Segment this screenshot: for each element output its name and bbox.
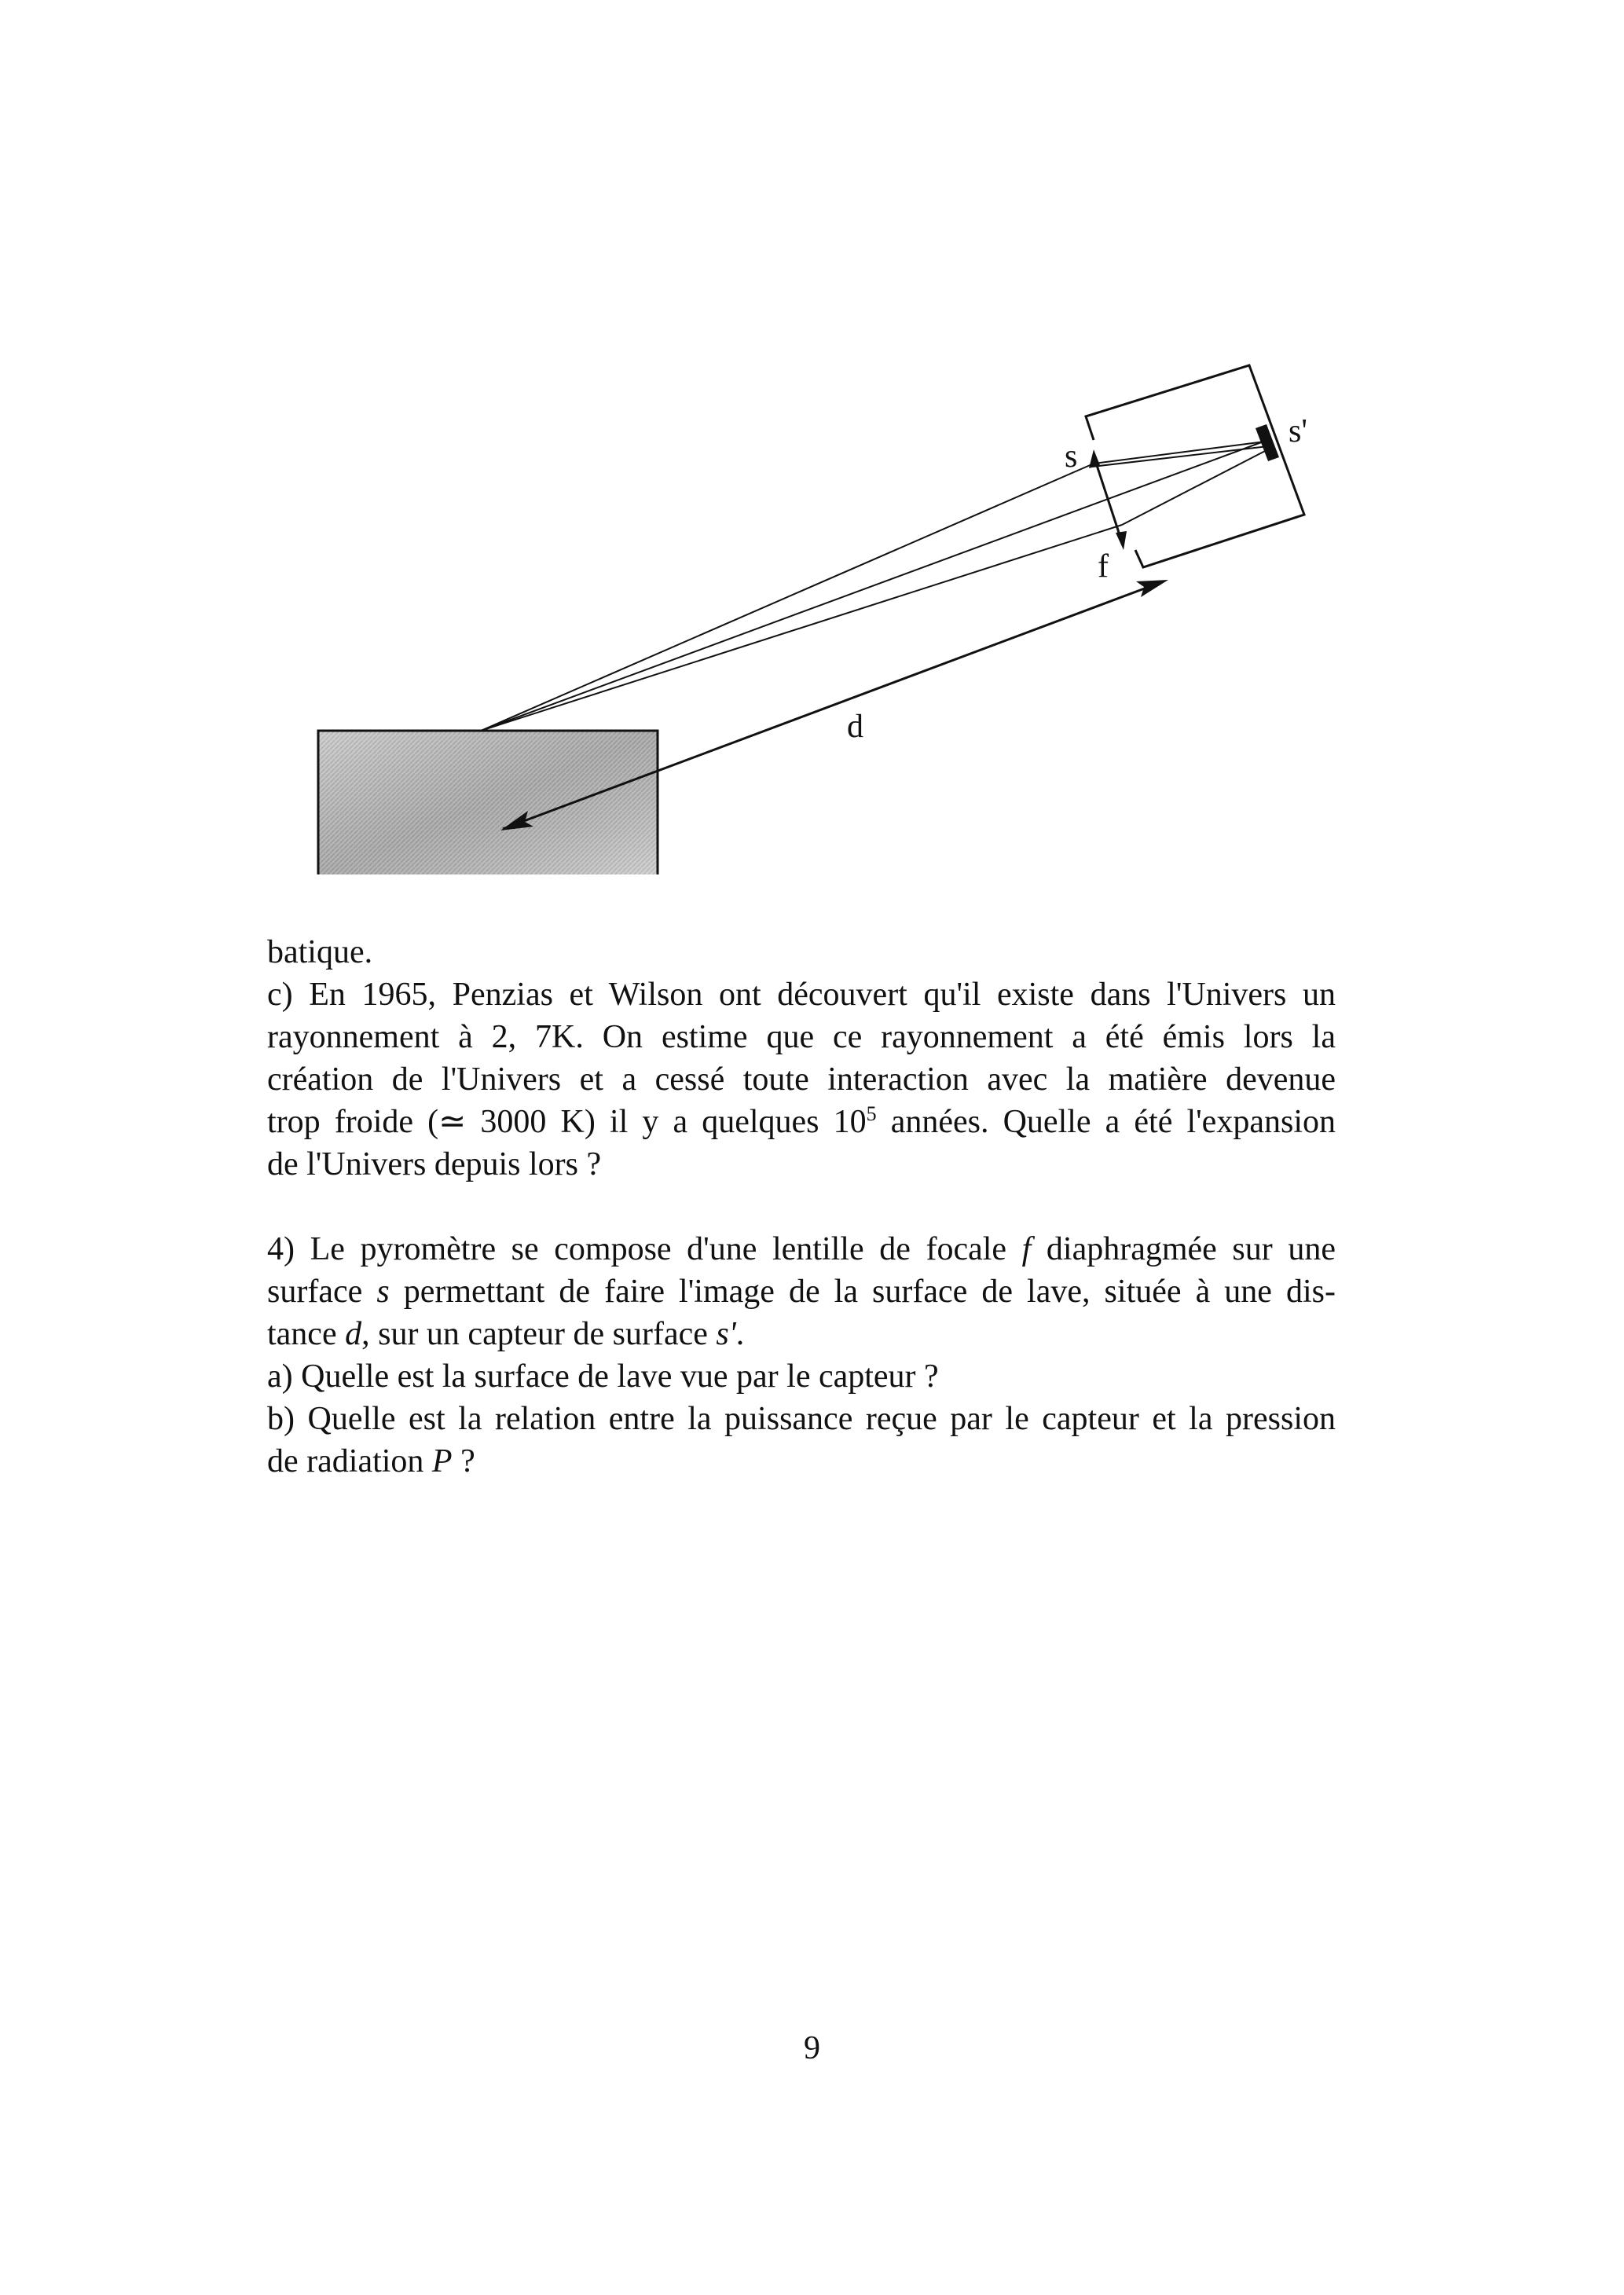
text-line: a) Quelle est la surface de lave vue par le capteur ?	[267, 1358, 939, 1395]
label-s: s	[1065, 438, 1078, 475]
page-number: 9	[804, 2030, 820, 2066]
var-f: f	[1021, 1231, 1032, 1267]
text-line: b) Quelle est la relation entre la puissance reçue par le capteur et la pression	[267, 1401, 1336, 1437]
text-line: rayonnement à 2, 7K. On estime que ce rayonnement a été émis lors la	[267, 1019, 1336, 1055]
text-line: tance d, sur un capteur de surface s'.	[267, 1316, 745, 1352]
exercise-text	[267, 931, 1336, 1483]
text-line: trop froide (≃ 3000 K) il y a quelques $10^5$ années. Quelle a été l'expansion	[267, 1102, 1336, 1140]
text-line: surface s permettant de faire l'image de la surface de lave, située à une dis-	[267, 1274, 1336, 1310]
paragraph-batique	[267, 931, 1336, 973]
label-d: d	[847, 709, 863, 745]
pyrometer-figure	[0, 0, 1624, 904]
var-p: P	[431, 1443, 453, 1479]
paragraph-question-c	[267, 973, 1336, 1186]
label-s-prime: s'	[1289, 413, 1307, 449]
text-line: c) En 1965, Penzias et Wilson ont découvert qu'il existe dans l'Univers un	[267, 977, 1336, 1013]
text-line: de l'Univers depuis lors ?	[267, 1146, 602, 1182]
text-line: création de l'Univers et a cessé toute interaction avec la matière devenue	[267, 1061, 1336, 1098]
exponent: 5	[866, 1102, 877, 1125]
pyrometer-diagram	[0, 0, 1624, 904]
var-d: d	[345, 1316, 362, 1352]
var-s-prime: s'	[716, 1316, 736, 1352]
text-line: de radiation P ?	[267, 1443, 475, 1479]
paragraph-question-4	[267, 1228, 1336, 1483]
text-line: 4) Le pyromètre se compose d'une lentille de focale f diaphragmée sur une	[267, 1231, 1336, 1267]
label-f: f	[1098, 548, 1109, 585]
var-s: s	[376, 1274, 390, 1310]
text-line: batique.	[267, 934, 373, 970]
lava-surface	[318, 731, 658, 874]
